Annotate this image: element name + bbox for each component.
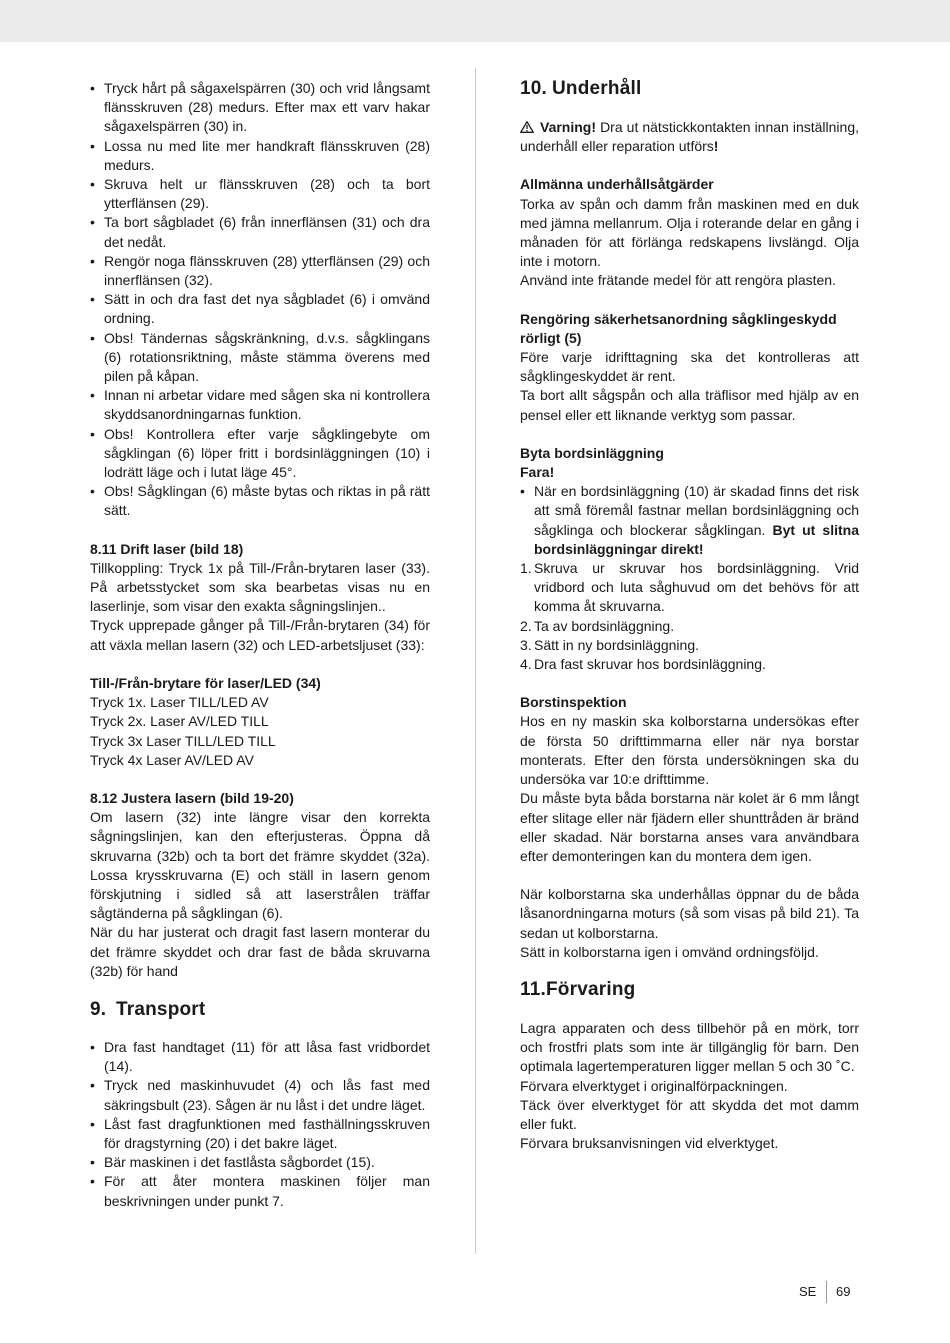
step-number: 1.: [520, 560, 532, 577]
switch-line: Tryck 3x Laser TILL/LED TILL: [90, 732, 276, 749]
danger-label: Fara!: [520, 464, 555, 481]
right-column: [520, 79, 859, 1153]
table-insert-heading: Byta bordsinläggning: [520, 444, 664, 461]
bullet-list-blade-change: [90, 79, 430, 521]
brush-inspection-paragraph: Sätt in kolborstarna igen i omvänd ordningsföljd.: [520, 943, 819, 960]
guard-cleaning-paragraph: Före varje idrifttagning ska det kontrolleras att sågklingeskyddet är rent.: [520, 349, 859, 385]
list-item: [520, 617, 859, 636]
section-8-11-paragraph: Tillkoppling: Tryck 1x på Till-/Från-brytaren laser (33). På arbetsstycket som ska bearbetas visas nu en laserlinje, som visar den exakta sågningslinjen..: [90, 559, 430, 615]
storage-paragraph: Förvara elverktyget i originalförpackningen.: [520, 1077, 788, 1094]
top-bar: [0, 0, 950, 42]
step-text: Skruva ur skruvar hos bordsinläggning. Vrid vridbord och luta såghuvud om det behövs för att komma åt skruvarna.: [534, 560, 859, 615]
switch-heading: Till-/Från-brytare för laser/LED (34): [90, 674, 321, 691]
table-insert-bullet-list: [520, 482, 859, 559]
bullet-text: När en bordsinläggning (10) är skadad finns det risk att små föremål fastnar mellan bordsinläggning och sågklinga och blockerar sågklingan.: [534, 483, 859, 538]
warning-paragraph: [520, 118, 859, 156]
step-text: Dra fast skruvar hos bordsinläggning.: [534, 656, 766, 673]
footer-language: SE: [799, 1284, 817, 1299]
bullet-list-transport: [90, 1038, 430, 1211]
column-divider: [475, 68, 476, 1254]
section-title-text: Underhåll: [552, 78, 642, 99]
section-10-title: [520, 77, 859, 101]
storage-paragraph: Lagra apparaten och dess tillbehör på en mörk, torr och frostfri plats som inte är tillgänglig för barn. Den optimala lagertemperaturen ligger mellan 5 och 30 ˚C.: [520, 1019, 859, 1075]
guard-cleaning-heading: Rengöring säkerhetsanordning sågklingeskydd rörligt (5): [520, 310, 837, 346]
general-maintenance-paragraph: Torka av spån och damm från maskinen med en duk med jämna mellanrum. Olja i roterande delar en gång i månaden för att förlänga redskapens livslängd. Olja inte i motorn.: [520, 195, 859, 270]
list-item: • Dra fast handtaget (11) för att låsa fast vridbordet (14).: [90, 1038, 430, 1076]
step-text: Sätt in ny bordsinläggning.: [534, 636, 699, 653]
section-11-title: [520, 978, 859, 1002]
bullet-bold-text: Byt ut slitna bordsinläggningar direkt!: [534, 521, 859, 557]
section-title-text: Transport: [116, 998, 206, 1020]
step-number: 4.: [520, 656, 532, 673]
switch-line: Tryck 1x. Laser TILL/LED AV: [90, 694, 269, 711]
list-item: • Tryck hårt på sågaxelspärren (30) och vrid långsamt flänsskruven (28) medurs. Efter max ett varv hakar sågaxelspärren (30) in.: [90, 79, 430, 137]
list-item: • Obs! Sågklingan (6) måste bytas och riktas in på rätt sätt.: [90, 482, 430, 520]
list-item: • Lossa nu med lite mer handkraft flänsskruven (28) medurs.: [90, 137, 430, 175]
list-item: • Obs! Tändernas sågskränkning, d.v.s. sågklingans (6) rotationsriktning, måste stämma överens med pilen på kåpan.: [90, 329, 430, 387]
switch-line: Tryck 4x Laser AV/LED AV: [90, 751, 254, 768]
brush-inspection-heading: Borstinspektion: [520, 694, 627, 711]
storage-paragraph: Förvara bruksanvisningen vid elverktyget.: [520, 1135, 779, 1152]
general-maintenance-paragraph: Använd inte frätande medel för att rengöra plasten.: [520, 272, 836, 289]
list-item: • Innan ni arbetar vidare med sågen ska ni kontrollera skyddsanordningarnas funktion.: [90, 386, 430, 424]
section-number: 10.: [520, 78, 548, 99]
left-column: [90, 79, 430, 1211]
section-9-title: [90, 998, 430, 1022]
list-item: [520, 559, 859, 617]
guard-cleaning-paragraph: Ta bort allt sågspån och alla träflisor med hjälp av en pensel eller ett liknande verktyg som passar.: [520, 387, 859, 423]
footer-separator: [826, 1281, 827, 1303]
section-number: 11.: [520, 978, 546, 1000]
page-number: 69: [836, 1284, 851, 1299]
warning-end: !: [713, 138, 719, 155]
warning-triangle-icon: [520, 119, 534, 131]
storage-paragraph: Täck över elverktyget för att skydda det mot damm eller fukt.: [520, 1096, 859, 1132]
brush-inspection-paragraph: När kolborstarna ska underhållas öppnar du de båda låsanordningarna moturs (så som visas på bild 21). Ta sedan ut kolborstarna.: [520, 886, 859, 941]
section-8-12-heading: 8.12 Justera lasern (bild 19-20): [90, 789, 294, 806]
section-title-text: Förvaring: [546, 978, 636, 1000]
list-item: [520, 655, 859, 674]
list-item: [520, 636, 859, 655]
list-item: • Ta bort sågbladet (6) från innerflänsen (31) och dra det nedåt.: [90, 213, 430, 251]
warning-text: Dra ut nätstickkontakten innan inställning, underhåll eller reparation utförs: [520, 119, 860, 155]
section-8-12-paragraph: Om lasern (32) inte längre visar den korrekta sågningslinjen, kan den efterjusteras. Öppna då skruvarna (32b) och ta bort det främre skyddet (32a). Lossa krysskruvarna (E) och ställ in lasern genom förskjutning i sidled så att laserstrålen träffar sågtänderna på sågklingan (6).: [90, 809, 430, 922]
list-item: • Skruva helt ur flänsskruven (28) och ta bort ytterflänsen (29).: [90, 175, 430, 213]
brush-inspection-paragraph: Du måste byta båda borstarna när kolet är 6 mm långt efter slitage eller när fjädern eller shunttråden är bränd eller skadad. När borstarna anses vara användbara efter demonteringen kan du montera dem igen.: [520, 790, 859, 864]
section-number: 9.: [90, 998, 107, 1020]
list-item: • Bär maskinen i det fastlåsta sågbordet (15).: [90, 1153, 430, 1172]
step-text: Ta av bordsinläggning.: [534, 617, 675, 634]
list-item: [520, 482, 859, 559]
brush-inspection-paragraph: Hos en ny maskin ska kolborstarna undersökas efter de första 50 drifttimmarna eller när nya borstar monterats. Efter den första undersökningen ska du undersöka var 10:e drifttimme.: [520, 713, 859, 788]
section-8-11-paragraph: Tryck upprepade gånger på Till-/Från-brytaren (34) för att växla mellan lasern (32) och LED-arbetsljuset (33):: [90, 617, 430, 653]
section-8-11-heading: 8.11 Drift laser (bild 18): [90, 540, 244, 557]
switch-line: Tryck 2x. Laser AV/LED TILL: [90, 713, 269, 730]
list-item: • För att åter montera maskinen följer man beskrivningen under punkt 7.: [90, 1172, 430, 1210]
section-8-12-paragraph: När du har justerat och dragit fast lasern monterar du det främre skyddet och drar fast de båda skruvarna (32b) för hand: [90, 924, 430, 979]
list-item: • Rengör noga flänsskruven (28) ytterflänsen (29) och innerflänsen (32).: [90, 252, 430, 290]
list-item: • Låst fast dragfunktionen med fasthällningsskruven för dragstyrning (20) i det bakre läget.: [90, 1115, 430, 1153]
general-maintenance-heading: Allmänna underhållsåtgärder: [520, 176, 714, 193]
step-number: 2.: [520, 617, 532, 634]
list-item: • Obs! Kontrollera efter varje sågklingebyte om sågklingan (6) löper fritt i bordsinläggningen (10) i lodrätt läge och i lutat läge 45°.: [90, 425, 430, 483]
list-item: • Sätt in och dra fast det nya sågbladet (6) i omvänd ordning.: [90, 290, 430, 328]
list-item: • Tryck ned maskinhuvudet (4) och lås fast med säkringsbult (23). Sågen är nu låst i det undre läget.: [90, 1076, 430, 1114]
step-number: 3.: [520, 636, 532, 653]
table-insert-steps: [520, 559, 859, 674]
warning-label: Varning!: [540, 119, 597, 135]
